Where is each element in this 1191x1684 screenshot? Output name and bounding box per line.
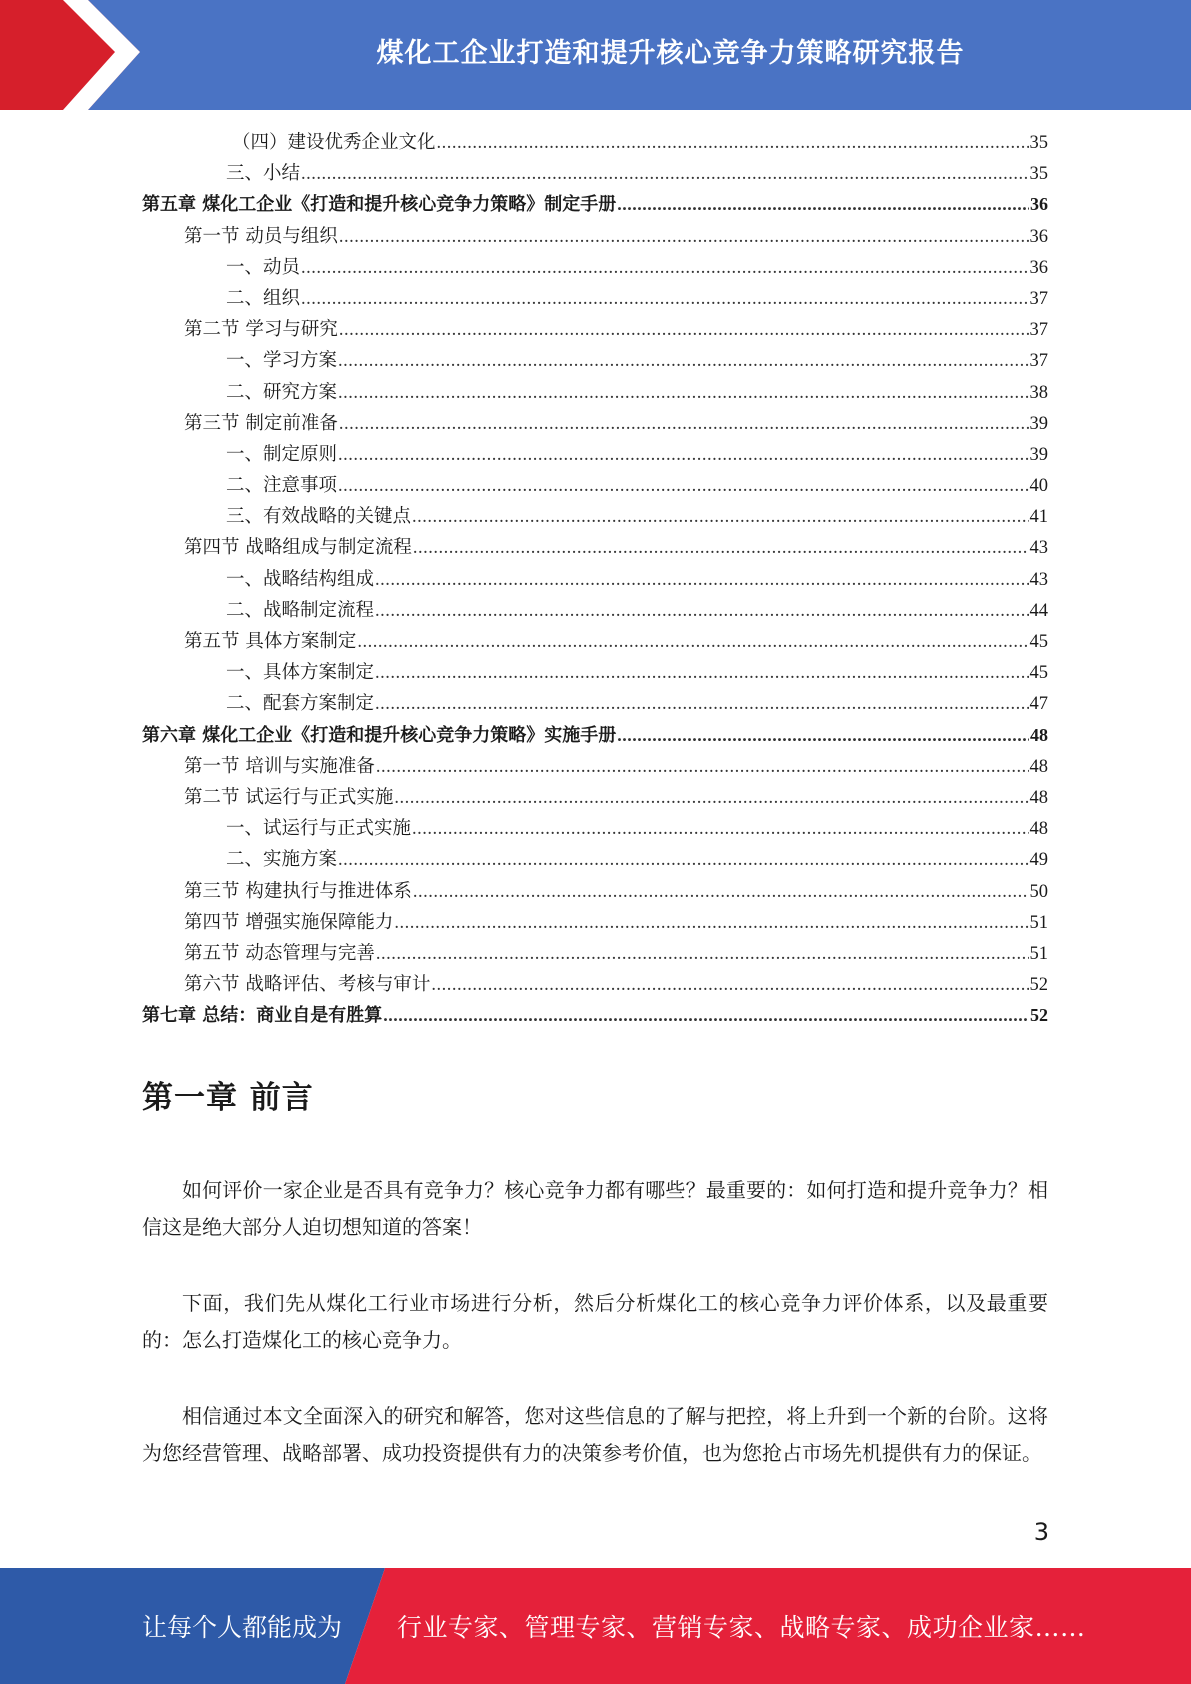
toc-entry-title: 一、具体方案制定 — [226, 662, 375, 684]
toc-entry[interactable] — [142, 688, 1048, 719]
toc-leader-dots — [437, 128, 1029, 159]
toc-entry[interactable] — [142, 377, 1048, 408]
toc-page-number: 36 — [1030, 194, 1048, 215]
toc-entry[interactable] — [142, 501, 1048, 532]
toc-entry[interactable] — [142, 657, 1048, 688]
toc-entry-title: 第四节 战略组成与制定流程 — [184, 537, 412, 559]
toc-leader-dots — [383, 1000, 1029, 1031]
toc-entry-title: 二、战略制定流程 — [226, 599, 375, 621]
toc-leader-dots — [338, 440, 1028, 471]
toc-page-number: 51 — [1029, 912, 1048, 933]
toc-entry-title: 一、制定原则 — [226, 443, 338, 465]
toc-entry-title: 二、配套方案制定 — [226, 693, 375, 715]
toc-page-number: 39 — [1029, 444, 1048, 465]
paragraph: 相信通过本文全面深入的研究和解答，您对这些信息的了解与把控，将上升到一个新的台阶。这将为您经营管理、战略部署、成功投资提供有力的决策参考价值，也为您抢占市场先机提供有力的保证。 — [142, 1404, 1048, 1465]
toc-entry-title: 第四节 增强实施保障能力 — [184, 911, 394, 933]
toc-page-number: 45 — [1029, 632, 1048, 652]
toc-leader-dots — [617, 720, 1029, 751]
toc-entry[interactable] — [142, 564, 1048, 595]
toc-page-number: 44 — [1029, 600, 1048, 621]
toc-page-number: 38 — [1029, 382, 1048, 403]
toc-entry-title: 一、学习方案 — [226, 350, 338, 372]
toc-entry[interactable] — [142, 252, 1048, 283]
toc-page-number: 45 — [1029, 663, 1048, 684]
toc-leader-dots — [375, 596, 1028, 627]
toc-page-number: 41 — [1029, 507, 1048, 528]
toc-page-number: 49 — [1029, 850, 1048, 871]
toc-page-number: 37 — [1029, 288, 1048, 309]
toc-entry-title: 第一节 培训与实施准备 — [184, 755, 375, 777]
toc-entry-title: 第七章 总结：商业自是有胜算 — [142, 1005, 383, 1027]
toc-entry-title: 三、小结 — [226, 163, 301, 185]
toc-page-number: 35 — [1029, 133, 1048, 153]
toc-leader-dots — [413, 877, 1029, 908]
toc-page-number: 35 — [1029, 164, 1048, 185]
paragraph: 如何评价一家企业是否具有竞争力？核心竞争力都有哪些？最重要的：如何打造和提升竞争力？相信这是绝大部分人迫切想知道的答案！ — [142, 1178, 1048, 1239]
toc-entry[interactable] — [142, 969, 1048, 1000]
toc-entry-title: 二、研究方案 — [226, 381, 338, 403]
toc-entry[interactable] — [142, 470, 1048, 501]
toc-entry-title: 第五节 动态管理与完善 — [184, 942, 375, 964]
toc-entry-title: 一、战略结构组成 — [226, 568, 375, 590]
toc-leader-dots — [376, 939, 1029, 970]
toc-entry[interactable] — [142, 439, 1048, 470]
toc-chapter-entry[interactable] — [142, 1000, 1048, 1031]
toc-entry-title: （四）建设优秀企业文化 — [232, 132, 436, 153]
toc-entry[interactable] — [142, 127, 1048, 158]
toc-entry[interactable] — [142, 844, 1048, 875]
toc-entry[interactable] — [142, 221, 1048, 252]
toc-page-number: 50 — [1029, 881, 1048, 902]
toc-page-number: 51 — [1029, 943, 1048, 964]
toc-entry[interactable] — [142, 751, 1048, 782]
toc-entry-title: 第三节 制定前准备 — [184, 412, 338, 434]
toc-leader-dots — [339, 222, 1029, 253]
toc-entry-title: 二、组织 — [226, 287, 301, 309]
toc-page-number: 39 — [1029, 413, 1048, 434]
toc-entry[interactable] — [142, 938, 1048, 969]
toc-leader-dots — [375, 689, 1028, 720]
footer-slogan-left: 让每个人都能成为 — [142, 1613, 343, 1642]
toc-entry[interactable] — [142, 626, 1048, 657]
toc-page-number: 52 — [1030, 1005, 1048, 1026]
toc-page-number: 48 — [1029, 819, 1048, 840]
toc-entry[interactable] — [142, 782, 1048, 813]
table-of-contents — [142, 127, 1048, 1031]
toc-entry-title: 第二节 试运行与正式实施 — [184, 786, 394, 808]
toc-leader-dots — [375, 658, 1028, 689]
toc-entry-title: 第六章 煤化工企业《打造和提升核心竞争力策略》实施手册 — [142, 724, 617, 746]
toc-entry[interactable] — [142, 283, 1048, 314]
toc-entry[interactable] — [142, 314, 1048, 345]
toc-leader-dots — [376, 752, 1029, 783]
toc-entry-title: 第二节 学习与研究 — [184, 319, 338, 341]
toc-chapter-entry[interactable] — [142, 720, 1048, 751]
toc-entry[interactable] — [142, 907, 1048, 938]
toc-page-number: 43 — [1029, 569, 1048, 590]
toc-entry[interactable] — [142, 158, 1048, 189]
toc-leader-dots — [412, 814, 1028, 845]
toc-entry[interactable] — [142, 813, 1048, 844]
toc-leader-dots — [394, 783, 1028, 814]
toc-page-number: 37 — [1029, 320, 1048, 341]
toc-entry-title: 第五章 煤化工企业《打造和提升核心竞争力策略》制定手册 — [142, 194, 617, 216]
chapter-title: 第一章 前言 — [142, 1080, 314, 1116]
report-title: 煤化工企业打造和提升核心竞争力策略研究报告 — [376, 37, 965, 69]
toc-entry-title: 第三节 构建执行与推进体系 — [184, 880, 412, 902]
toc-leader-dots — [375, 565, 1028, 596]
toc-leader-dots — [413, 533, 1029, 564]
toc-leader-dots — [301, 253, 1028, 284]
toc-page-number: 40 — [1029, 476, 1048, 497]
toc-entry[interactable] — [142, 408, 1048, 439]
toc-chapter-entry[interactable] — [142, 189, 1048, 220]
toc-page-number: 36 — [1029, 257, 1048, 278]
toc-leader-dots — [338, 378, 1028, 409]
footer-slogan-right: 行业专家、管理专家、营销专家、战略专家、成功企业家…… — [397, 1613, 1086, 1642]
toc-leader-dots — [339, 409, 1029, 440]
toc-leader-dots — [338, 471, 1028, 502]
toc-entry-title: 二、注意事项 — [226, 475, 338, 497]
toc-page-number: 48 — [1029, 756, 1048, 777]
toc-leader-dots — [338, 346, 1028, 377]
toc-entry-title: 第五节 具体方案制定 — [184, 631, 357, 652]
toc-entry-title: 第六节 战略评估、考核与审计 — [184, 974, 431, 996]
chapter-body — [142, 1172, 1048, 1511]
toc-entry-title: 第一节 动员与组织 — [184, 225, 338, 247]
toc-leader-dots — [412, 502, 1028, 533]
toc-entry-title: 一、试运行与正式实施 — [226, 818, 412, 840]
toc-leader-dots — [301, 159, 1028, 190]
page-header — [0, 0, 1191, 110]
red-chevron-decoration — [0, 0, 160, 110]
toc-page-number: 43 — [1029, 538, 1048, 559]
toc-page-number: 36 — [1029, 226, 1048, 247]
toc-page-number: 37 — [1029, 351, 1048, 372]
page-footer — [0, 1568, 1191, 1684]
toc-leader-dots — [301, 284, 1028, 315]
toc-leader-dots — [338, 845, 1028, 876]
toc-entry-title: 三、有效战略的关键点 — [226, 506, 412, 528]
toc-entry[interactable] — [142, 345, 1048, 376]
toc-leader-dots — [431, 970, 1028, 1001]
toc-page-number: 48 — [1030, 724, 1048, 745]
toc-entry[interactable] — [142, 532, 1048, 563]
toc-leader-dots — [339, 315, 1029, 346]
toc-page-number: 52 — [1029, 975, 1048, 996]
toc-leader-dots — [394, 908, 1028, 939]
toc-entry[interactable] — [142, 595, 1048, 626]
toc-entry[interactable] — [142, 876, 1048, 907]
page-number: 3 — [1033, 1518, 1049, 1546]
toc-leader-dots — [617, 189, 1029, 220]
toc-page-number: 47 — [1029, 694, 1048, 715]
paragraph: 下面，我们先从煤化工行业市场进行分析，然后分析煤化工的核心竞争力评价体系，以及最重要的：怎么打造煤化工的核心竞争力。 — [142, 1291, 1048, 1352]
toc-entry-title: 二、实施方案 — [226, 849, 338, 871]
toc-entry-title: 一、动员 — [226, 256, 301, 278]
toc-page-number: 48 — [1029, 787, 1048, 808]
toc-leader-dots — [357, 627, 1028, 658]
